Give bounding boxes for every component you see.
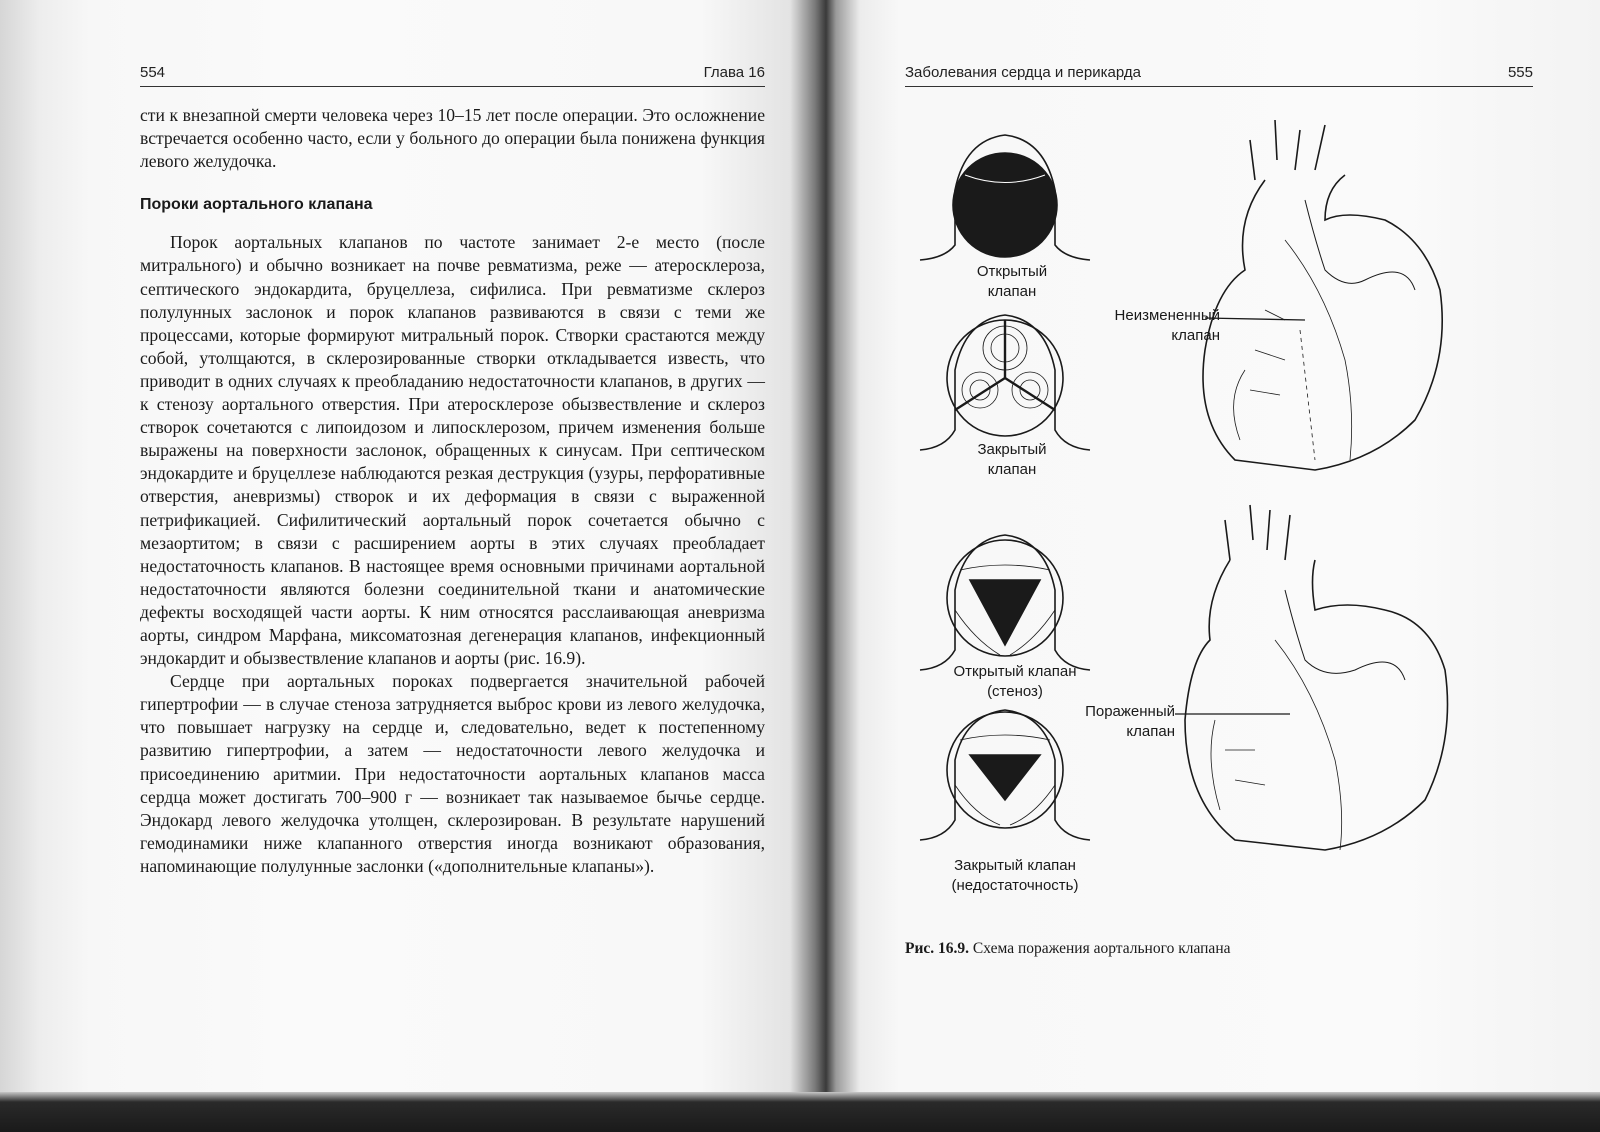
label-closed-valve-line2: клапан xyxy=(987,461,1037,478)
label-open-valve-line1: Открытый xyxy=(976,263,1048,280)
open-valve-illustration xyxy=(920,135,1090,260)
label-closed-insufficiency-line2: (недостаточность) xyxy=(951,877,1079,894)
label-unchanged-line1: Неизмененный xyxy=(1114,307,1220,324)
label-affected-line1: Пораженный xyxy=(1085,703,1175,720)
figure-caption-text: Схема поражения аортального клапана xyxy=(972,940,1231,957)
right-page-number: 555 xyxy=(1507,64,1533,81)
label-closed-valve xyxy=(957,440,1067,480)
heart-illustration-normal xyxy=(1203,120,1442,470)
right-chapter-title: Заболевания сердца и перикарда xyxy=(905,64,1141,81)
left-running-head xyxy=(140,62,765,87)
paragraph-hypertrophy: Сердце при аортальных пороках подвергается значительной рабочей гипертрофии — в случае стеноза затрудняется выброс крови из левого желудочка, что повышает нагрузку на сердце и, следовательно, ведет к постепенному развитию гипертрофии, а затем — недостаточности левого желудочка и присоединению аритмии. При недостаточности аортальных клапанов масса сердца может достигать 700–900 г — возникает так называемое бычье сердце. Эндокард левого желудочка утолщен, склерозирован. В результате нарушений гемодинамики ниже клапанного отверстия иногда возникают образования, напоминающие полулунные заслонки («дополнительные клапаны»). xyxy=(140,671,765,876)
label-affected-line2: клапан xyxy=(1126,723,1175,740)
figure-caption xyxy=(905,940,1231,958)
label-unchanged-valve xyxy=(1060,306,1220,346)
label-open-stenosis xyxy=(925,662,1105,702)
left-chapter-title: Глава 16 xyxy=(703,64,765,81)
left-page-number: 554 xyxy=(140,64,166,81)
left-page xyxy=(140,0,765,1090)
label-closed-insufficiency xyxy=(925,856,1105,896)
figure-number: Рис. 16.9. xyxy=(905,940,970,957)
section-heading: Пороки аортального клапана xyxy=(140,196,373,214)
label-unchanged-line2: клапан xyxy=(1171,327,1220,344)
label-open-stenosis-line2: (стеноз) xyxy=(987,683,1043,700)
paragraph-continuation: сти к внезапной смерти человека через 10–15 лет после операции. Это осложнение встречается особенно часто, если у больного до операции была понижена функция левого желудочка. xyxy=(140,105,765,172)
left-body-text xyxy=(140,104,765,878)
paragraph-aortic-causes: Порок аортальных клапанов по частоте занимает 2-е место (после митрального) и обычно возникает на почве ревматизма, реже — атеросклероза, септического эндокардита, бруцеллеза, сифилиса. При ревматизме склероз полулунных заслонок и порок клапанов развиваются в связи с теми же процессами, которые формируют митральный порок. Створки срастаются между собой, утолщаются, в склерозированные створки откладывается известь, что приводит в одних случаях к преобладанию недостаточности клапанов, в других — к стенозу аортального отверстия. При атеросклерозе обызвествление и склероз створок сочетаются с липоидозом и липосклерозом, причем изменения больше выражены на поверхности заслонок, обращенных к синусам. При септическом эндокардите и бруцеллезе наблюдаются резкая деструкция (узуры, перфоративные отверстия, аневризмы) створок и их деформация в связи с выраженной петрификацией. Сифилитический аортальный порок сочетается обычно с мезаортитом; в связи с расширением аорты в этих случаях преобладает недостаточность клапанов. В настоящее время основными причинами аортальной недостаточности являются болезни соединительной ткани и анатомические дефекты восходящей части аорты. К ним относятся расслаивающая аневризма аорты, синдром Марфана, миксоматозная дегенерация клапанов, инфекционный эндокардит и обызвествление клапанов и аорты (рис. 16.9). xyxy=(140,232,765,669)
label-affected-valve xyxy=(1060,702,1175,742)
label-closed-insufficiency-line1: Закрытый клапан xyxy=(954,857,1076,874)
stenosis-open-valve-illustration xyxy=(920,535,1090,670)
label-closed-valve-line1: Закрытый xyxy=(977,441,1047,458)
label-open-valve-line2: клапан xyxy=(987,283,1037,300)
heart-illustration-affected xyxy=(1175,505,1448,850)
right-running-head xyxy=(905,62,1533,87)
label-open-valve xyxy=(957,262,1067,302)
right-page xyxy=(905,0,1533,1090)
label-open-stenosis-line1: Открытый клапан xyxy=(953,663,1077,680)
aortic-valve-figure xyxy=(905,120,1533,930)
scan-shadow xyxy=(0,1092,1600,1132)
